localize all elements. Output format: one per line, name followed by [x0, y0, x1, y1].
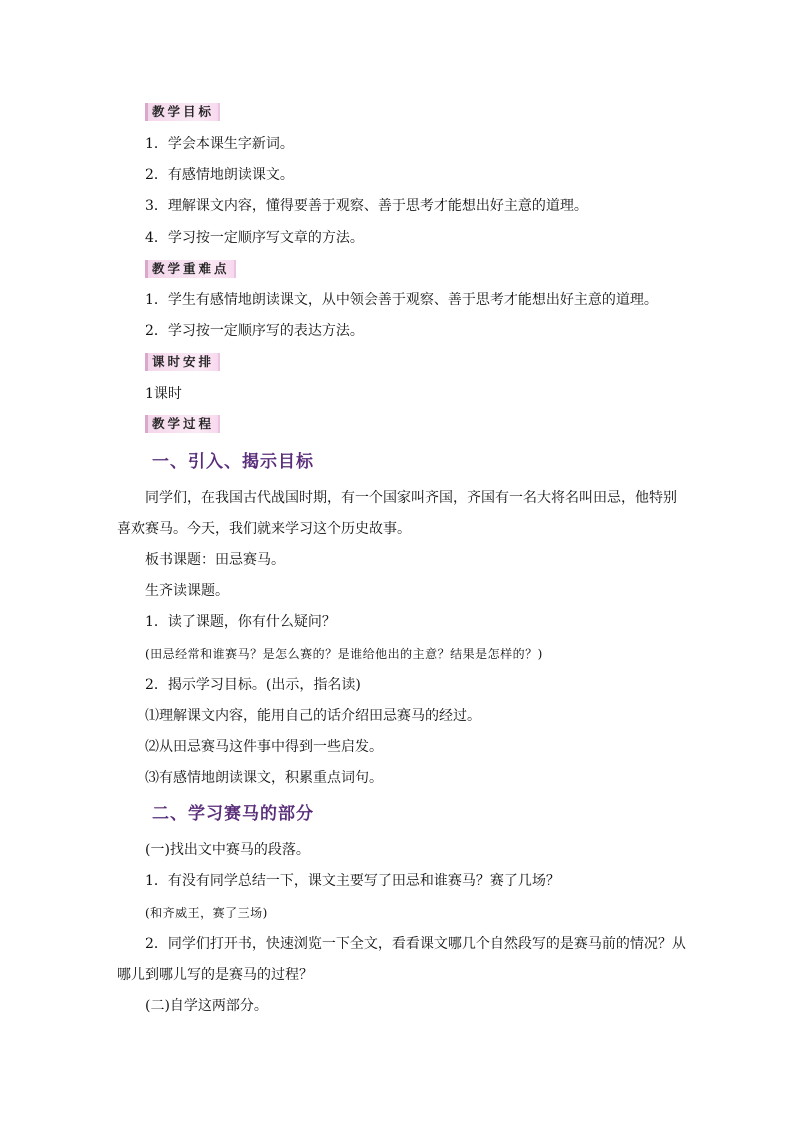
part1-intro-line1: 同学们，在我国古代战国时期，有一个国家叫齐国，齐国有一名大将名叫田忌，他特别	[145, 490, 677, 506]
schedule-text: 1课时	[145, 386, 182, 402]
part2-heading: 二、学习赛马的部分	[152, 804, 314, 824]
section-tag-key-points: 教学重难点	[145, 260, 236, 278]
part1-question-1-note: (田忌经常和谁赛马？是怎么赛的？是谁给他出的主意？结果是怎样的？)	[145, 647, 543, 661]
part1-target-2: ⑵从田忌赛马这件事中得到一些启发。	[145, 739, 383, 755]
part1-target-1: ⑴理解课文内容，能用自己的话介绍田忌赛马的经过。	[145, 708, 481, 724]
part2-step-2: (二)自学这两部分。	[145, 998, 268, 1014]
part2-question-2-line1: 2．同学们打开书，快速浏览一下全文，看看课文哪几个自然段写的是赛马前的情况？从	[145, 936, 686, 952]
goal-item-1: 1．学会本课生字新词。	[145, 136, 294, 152]
goal-item-3: 3．理解课文内容，懂得要善于观察、善于思考才能想出好主意的道理。	[145, 198, 588, 214]
goal-item-2: 2．有感情地朗读课文。	[145, 167, 294, 183]
part1-heading: 一、引入、揭示目标	[152, 452, 314, 472]
part1-question-1: 1．读了课题，你有什么疑问？	[145, 614, 336, 630]
key-point-1: 1．学生有感情地朗读课文，从中领会善于观察、善于思考才能想出好主意的道理。	[145, 292, 658, 308]
key-point-2: 2．学习按一定顺序写的表达方法。	[145, 323, 364, 339]
section-tag-process: 教学过程	[145, 415, 220, 433]
part2-question-2-line2: 哪儿到哪儿写的是赛马的过程？	[117, 967, 313, 983]
section-tag-goals: 教学目标	[145, 103, 220, 121]
part2-question-1: 1．有没有同学总结一下，课文主要写了田忌和谁赛马？赛了几场？	[145, 873, 560, 889]
goal-item-4: 4．学习按一定顺序写文章的方法。	[145, 230, 364, 246]
part1-board-text: 板书课题：田忌赛马。	[145, 552, 285, 568]
part1-target-3: ⑶有感情地朗读课文，积累重点词句。	[145, 770, 383, 786]
part2-step-1: (一)找出文中赛马的段落。	[145, 842, 310, 858]
part1-read-text: 生齐读课题。	[145, 583, 229, 599]
section-tag-schedule: 课时安排	[145, 353, 220, 371]
part1-question-2: 2．揭示学习目标。(出示，指名读)	[145, 677, 361, 693]
part2-question-1-note: (和齐威王，赛了三场)	[145, 906, 268, 920]
part1-intro-line2: 喜欢赛马。今天，我们就来学习这个历史故事。	[117, 521, 411, 537]
